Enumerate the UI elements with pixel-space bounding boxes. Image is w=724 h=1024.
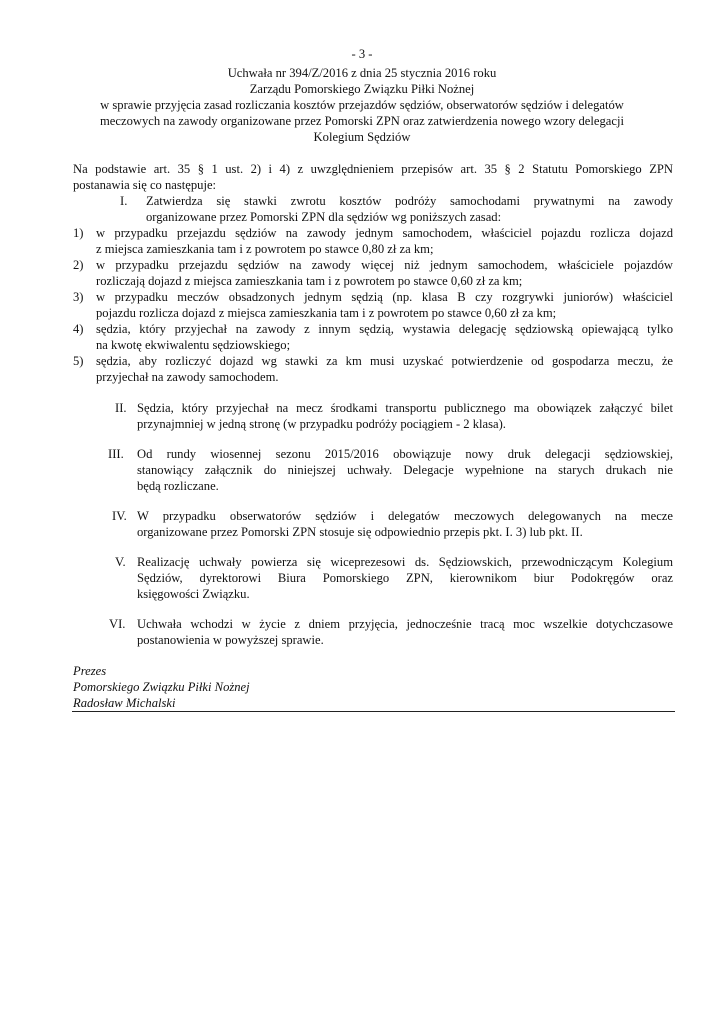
list-marker: 1) bbox=[73, 226, 84, 240]
resolution-title: Uchwała nr 394/Z/2016 z dnia 25 stycznia 2016 roku bbox=[227, 66, 497, 80]
list-item-line: na kwotę ekwiwalentu sędziowskiego; bbox=[96, 338, 291, 352]
list-marker: 2) bbox=[73, 258, 84, 272]
section-numeral: I. bbox=[120, 194, 128, 208]
section-numeral: VI. bbox=[109, 617, 126, 631]
section-numeral: V. bbox=[115, 555, 126, 569]
list-item-line: sędzia, aby rozliczyć dojazd wg stawki za km musi uzyskać potwierdzenie od gospodarza meczu, że bbox=[96, 354, 673, 368]
list-marker: 3) bbox=[73, 290, 84, 304]
list-item-line: w przypadku meczów obsadzonych jednym sędzią (np. klasa B czy rozgrywki juniorów) właściciel bbox=[96, 290, 673, 304]
signature-organization: Pomorskiego Związku Piłki Nożnej bbox=[73, 680, 250, 694]
list-item-line: w przypadku przejazdu sędziów na zawody więcej niż jednym samochodem, właściciele pojazdów bbox=[96, 258, 673, 272]
subject-line: w sprawie przyjęcia zasad rozliczania kosztów przejazdów sędziów, obserwatorów sędziów i delegatów bbox=[100, 98, 624, 112]
list-item-line: rozliczają dojazd z miejsca zamieszkania tam i z powrotem po stawce 0,60 zł za km; bbox=[96, 274, 523, 288]
list-item-line: w przypadku przejazdu sędziów na zawody jednym samochodem, właściciel pojazdu rozlicza dojazd bbox=[96, 226, 673, 240]
section-line: stanowiący załącznik do niniejszej uchwały. Delegacje wypełnione na starych drukach nie bbox=[137, 463, 673, 477]
list-marker: 4) bbox=[73, 322, 84, 336]
section-numeral: III. bbox=[108, 447, 124, 461]
list-item-line: sędzia, który przyjechał na zawody z innym sędzią, wystawia delegację sędziowską opiewającą tylko bbox=[96, 322, 673, 336]
signature-divider bbox=[72, 711, 675, 712]
section-numeral: II. bbox=[115, 401, 127, 415]
intro-line: postanawia się co następuje: bbox=[73, 178, 217, 192]
signature-title: Prezes bbox=[73, 664, 107, 678]
section-line: przynajmniej w jedną stronę (w przypadku podróży pociągiem - 2 klasa). bbox=[137, 417, 506, 431]
list-item-line: pojazdu rozlicza dojazd z miejsca zamieszkania tam i z powrotem po stawce 0,60 zł za km; bbox=[96, 306, 557, 320]
section-line: będą rozliczane. bbox=[137, 479, 219, 493]
section-line: księgowości Związku. bbox=[137, 587, 250, 601]
section-numeral: IV. bbox=[112, 509, 127, 523]
section-line: Uchwała wchodzi w życie z dniem przyjęcia, jednocześnie tracą moc wszelkie dotychczasowe bbox=[137, 617, 673, 631]
section-line: Sędzia, który przyjechał na mecz środkami transportu publicznego ma obowiązek załączyć bilet bbox=[137, 401, 673, 415]
section-line: Od rundy wiosennej sezonu 2015/2016 obowiązuje nowy druk delegacji sędziowskiej, bbox=[137, 447, 673, 461]
signature-name: Radosław Michalski bbox=[73, 696, 176, 710]
list-item-line: przyjechał na zawody samochodem. bbox=[96, 370, 279, 384]
subject-line: Kolegium Sędziów bbox=[313, 130, 411, 144]
board-name: Zarządu Pomorskiego Związku Piłki Nożnej bbox=[249, 82, 475, 96]
page-number: - 3 - bbox=[351, 47, 373, 61]
section-line: organizowane przez Pomorski ZPN stosuje się odpowiednio przepis pkt. I. 3) lub pkt. II. bbox=[137, 525, 583, 539]
section-line: Sędziów, dyrektorowi Biura Pomorskiego ZPN, kierownikom biur Podokręgów oraz bbox=[137, 571, 673, 585]
section-line: Realizację uchwały powierza się wiceprezesowi ds. Sędziowskich, przewodniczącym Kolegium bbox=[137, 555, 673, 569]
intro-line: Na podstawie art. 35 § 1 ust. 2) i 4) z uwzględnieniem przepisów art. 35 § 2 Statutu Pomorskiego ZPN bbox=[73, 162, 673, 176]
section-line: W przypadku obserwatorów sędziów i delegatów meczowych delegowanych na mecze bbox=[137, 509, 673, 523]
section-line: organizowane przez Pomorski ZPN dla sędziów wg poniższych zasad: bbox=[146, 210, 502, 224]
section-line: postanowienia w powyższej sprawie. bbox=[137, 633, 324, 647]
list-marker: 5) bbox=[73, 354, 84, 368]
section-line: Zatwierdza się stawki zwrotu kosztów podróży samochodami prywatnymi na zawody bbox=[146, 194, 673, 208]
list-item-line: z miejsca zamieszkania tam i z powrotem po stawce 0,80 zł za km; bbox=[96, 242, 434, 256]
subject-line: meczowych na zawody organizowane przez Pomorski ZPN oraz zatwierdzenia nowego wzory delegacji bbox=[100, 114, 624, 128]
